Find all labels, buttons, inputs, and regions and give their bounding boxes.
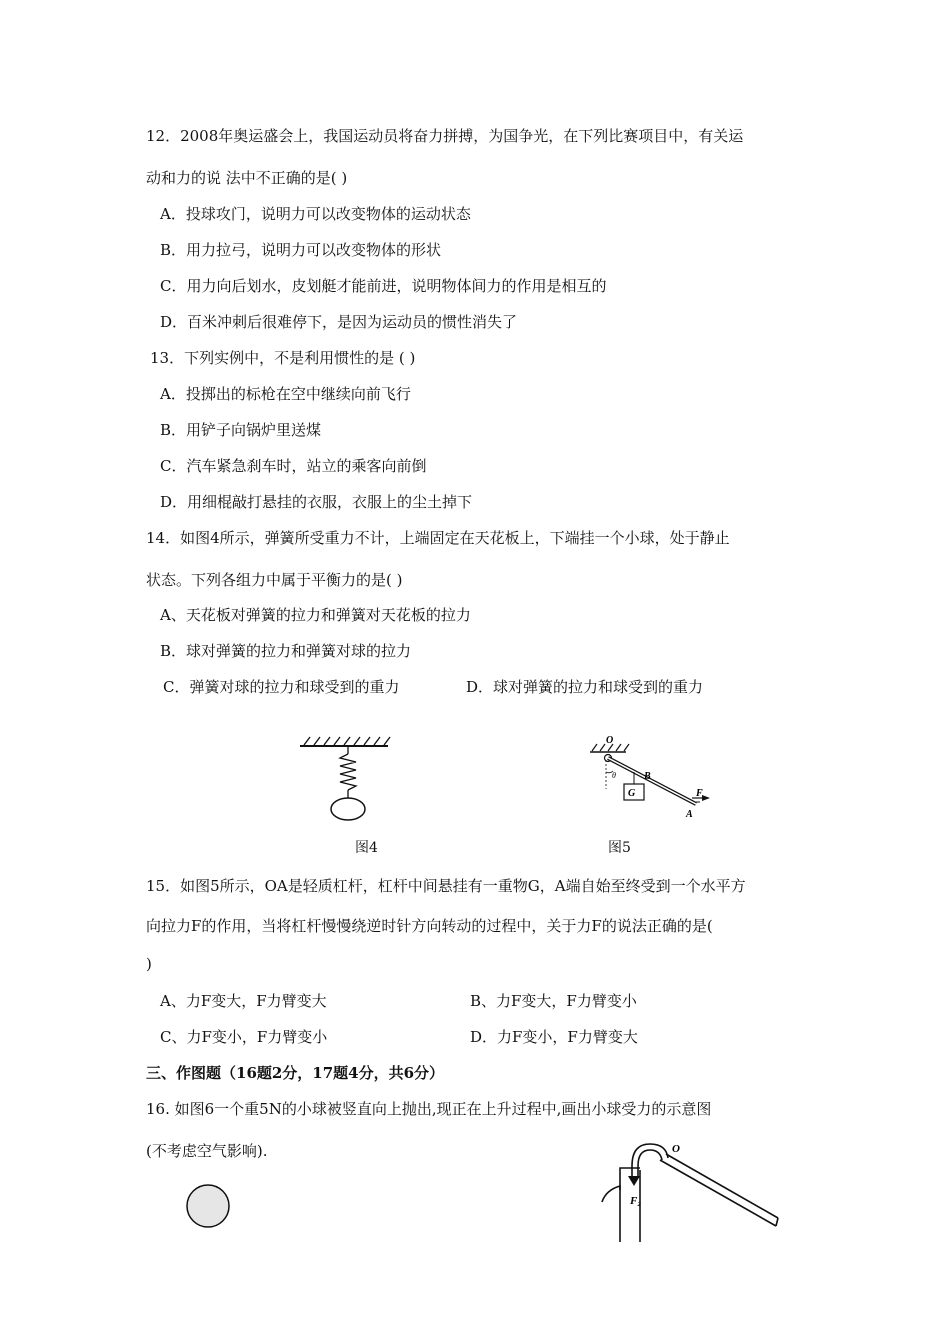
q13-option-c: C．汽车紧急刹车时，站立的乘客向前倒 — [160, 457, 427, 475]
figure-4-spring-diagram — [296, 734, 392, 824]
fig5-label-theta: θ — [612, 771, 616, 780]
q15-option-c: C、力F变小，F力臂变小 — [160, 1028, 328, 1046]
q12-option-a: A．投球攻门，说明力可以改变物体的运动状态 — [160, 205, 471, 223]
q13-option-d: D．用细棍敲打悬挂的衣服，衣服上的尘土掉下 — [160, 493, 473, 511]
q14-option-b: B．球对弹簧的拉力和弹簧对球的拉力 — [160, 642, 412, 660]
q14-option-c: C．弹簧对球的拉力和球受到的重力 — [163, 678, 400, 696]
q14-stem-line2: 状态。下列各组力中属于平衡力的是( ) — [146, 571, 403, 589]
fig7-label-f2: F₂ — [630, 1195, 642, 1207]
fig5-label-b: B — [644, 771, 651, 782]
figure-6-ball — [184, 1182, 234, 1230]
q12-stem-line2: 动和力的说 法中不正确的是( ) — [146, 169, 348, 187]
q12-option-d: D．百米冲刺后很难停下，是因为运动员的惯性消失了 — [160, 313, 518, 331]
fig5-label-a: A — [686, 809, 693, 820]
figure-7-lever-diagram — [596, 1138, 780, 1242]
q16-stem-line1: 16. 如图6一个重5N的小球被竖直向上抛出,现正在上升过程中,画出小球受力的示意图 — [146, 1100, 712, 1118]
q13-option-b: B．用铲子向锅炉里送煤 — [160, 421, 322, 439]
q15-option-b: B、力F变大，F力臂变小 — [470, 992, 637, 1010]
figure-5-caption: 图5 — [608, 840, 631, 856]
q14-option-a: A、天花板对弹簧的拉力和弹簧对天花板的拉力 — [160, 606, 471, 624]
q12-option-c: C．用力向后划水，皮划艇才能前进，说明物体间力的作用是相互的 — [160, 277, 607, 295]
q15-option-d: D．力F变小，F力臂变大 — [470, 1028, 638, 1046]
q13-option-a: A．投掷出的标枪在空中继续向前飞行 — [160, 385, 411, 403]
section-3-title: 三、作图题（16题2分，17题4分，共6分） — [146, 1064, 445, 1082]
figure-4-caption: 图4 — [355, 840, 378, 856]
q15-stem-line1: 15．如图5所示，OA是轻质杠杆，杠杆中间悬挂有一重物G，A端自始至终受到一个水平方 — [146, 877, 746, 895]
q15-stem-line3: ) — [146, 955, 152, 973]
q14-stem-line1: 14．如图4所示，弹簧所受重力不计，上端固定在天花板上，下端挂一个小球，处于静止 — [146, 529, 730, 547]
fig5-label-g: G — [628, 788, 636, 799]
fig5-label-o: O — [606, 735, 614, 746]
q13-stem: 13．下列实例中，不是利用惯性的是 ( ) — [150, 349, 416, 367]
fig5-label-f: F — [696, 788, 703, 799]
q16-stem-line2: (不考虑空气影响). — [146, 1142, 268, 1160]
q14-option-d: D．球对弹簧的拉力和球受到的重力 — [466, 678, 704, 696]
q12-option-b: B．用力拉弓，说明力可以改变物体的形状 — [160, 241, 442, 259]
q15-stem-line2: 向拉力F的作用，当将杠杆慢慢绕逆时针方向转动的过程中，关于力F的说法正确的是( — [146, 917, 713, 935]
q12-stem-line1: 12．2008年奥运盛会上，我国运动员将奋力拼搏，为国争光，在下列比赛项目中，有关运 — [146, 127, 744, 145]
fig7-label-o: O — [672, 1143, 680, 1155]
q15-option-a: A、力F变大，F力臂变大 — [160, 992, 327, 1010]
figure-5-lever-diagram — [586, 734, 712, 820]
